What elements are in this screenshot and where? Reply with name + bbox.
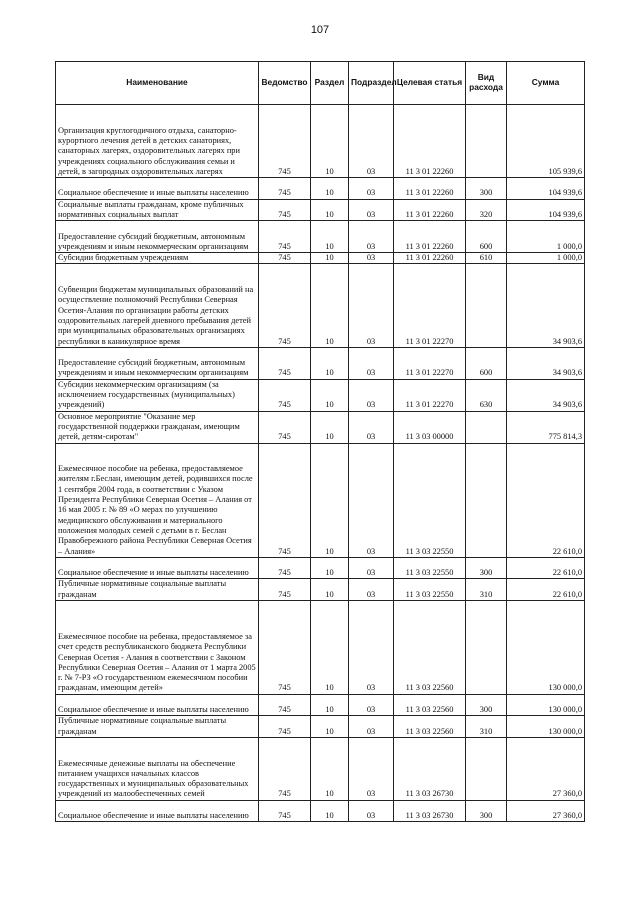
cell-section: 10 — [311, 379, 349, 411]
cell-section: 10 — [311, 347, 349, 379]
cell-name: Ежемесячное пособие на ребенка, предоставляемое за счет средств республиканского бюджета Республики Северная Осетия - Алания в соответствии с Законом Республики Северная Осетия – Алания от 1 марта 2005 г. № 7-РЗ «О государственном ежемесячном пособии гражданам, имеющим детей» — [56, 601, 259, 695]
cell-type: 600 — [466, 347, 507, 379]
page-number: 107 — [310, 24, 330, 36]
cell-name: Субвенции бюджетам муниципальных образований на осуществление полномочий Республики Северная Осетия-Алания по организации работы детских оздоровительных лагерей дневного пребывания детей при муниципальных образовательных организациях республики в каникулярное время — [56, 264, 259, 347]
cell-article: 11 3 03 26730 — [394, 800, 466, 822]
cell-amount: 34 903,6 — [507, 347, 585, 379]
cell-name: Ежемесячное пособие на ребенка, предоставляемое жителям г.Беслан, имеющим детей, родившихся после 1 сентября 2004 года, в соответствии с Указом Президента Республики Северная Осетия – Алания от 16 мая 2005 г. № 89 «О мерах по улучшению медицинского обслуживания и материального положения молодых семей с детьми в г. Беслан Правобережного района Республики Северная Осетия – Алания» — [56, 443, 259, 557]
cell-dept: 745 — [259, 601, 311, 695]
cell-name: Социальное обеспечение и иные выплаты населению — [56, 694, 259, 716]
cell-type — [466, 411, 507, 443]
cell-type: 300 — [466, 178, 507, 200]
table-row — [56, 737, 585, 800]
cell-subsection: 03 — [349, 411, 394, 443]
cell-name: Субсидии некоммерческим организациям (за исключением государственных (муниципальных) учреждений) — [56, 379, 259, 411]
cell-name: Социальное обеспечение и иные выплаты населению — [56, 557, 259, 579]
cell-amount: 105 939,6 — [507, 105, 585, 178]
cell-amount: 22 610,0 — [507, 579, 585, 601]
table-row — [56, 199, 585, 221]
cell-dept: 745 — [259, 443, 311, 557]
cell-amount: 775 814,3 — [507, 411, 585, 443]
cell-section: 10 — [311, 557, 349, 579]
cell-type: 320 — [466, 199, 507, 221]
cell-amount: 130 000,0 — [507, 694, 585, 716]
cell-amount: 1 000,0 — [507, 253, 585, 264]
cell-type: 300 — [466, 557, 507, 579]
header-article: Целевая статья — [394, 62, 466, 105]
cell-section: 10 — [311, 737, 349, 800]
cell-name: Социальное обеспечение и иные выплаты населению — [56, 800, 259, 822]
cell-name: Субсидии бюджетным учреждениям — [56, 253, 259, 264]
cell-article: 11 3 01 22270 — [394, 379, 466, 411]
cell-dept: 745 — [259, 264, 311, 347]
cell-section: 10 — [311, 601, 349, 695]
cell-dept: 745 — [259, 253, 311, 264]
cell-subsection: 03 — [349, 557, 394, 579]
cell-type: 300 — [466, 800, 507, 822]
cell-amount: 22 610,0 — [507, 443, 585, 557]
cell-article: 11 3 03 22550 — [394, 443, 466, 557]
cell-article: 11 3 03 22550 — [394, 557, 466, 579]
header-dept: Ведомство — [259, 62, 311, 105]
table-row — [56, 264, 585, 347]
cell-section: 10 — [311, 579, 349, 601]
cell-section: 10 — [311, 411, 349, 443]
header-subsection: Подраздел — [349, 62, 394, 105]
cell-dept: 745 — [259, 178, 311, 200]
cell-dept: 745 — [259, 347, 311, 379]
cell-type: 630 — [466, 379, 507, 411]
table-body — [56, 105, 585, 822]
cell-article: 11 3 03 00000 — [394, 411, 466, 443]
table-row — [56, 716, 585, 738]
cell-type — [466, 264, 507, 347]
cell-article: 11 3 03 22560 — [394, 694, 466, 716]
cell-amount: 130 000,0 — [507, 716, 585, 738]
cell-article: 11 3 03 26730 — [394, 737, 466, 800]
table-row — [56, 694, 585, 716]
cell-type: 300 — [466, 694, 507, 716]
cell-article: 11 3 01 22260 — [394, 105, 466, 178]
table-row — [56, 800, 585, 822]
cell-dept: 745 — [259, 737, 311, 800]
header-name: Наименование — [56, 62, 259, 105]
cell-dept: 745 — [259, 105, 311, 178]
cell-dept: 745 — [259, 579, 311, 601]
cell-article: 11 3 01 22270 — [394, 264, 466, 347]
header-type: Вид расхода — [466, 62, 507, 105]
cell-amount: 130 000,0 — [507, 601, 585, 695]
cell-amount: 34 903,6 — [507, 379, 585, 411]
cell-subsection: 03 — [349, 579, 394, 601]
cell-section: 10 — [311, 264, 349, 347]
table-row — [56, 557, 585, 579]
cell-article: 11 3 03 22560 — [394, 601, 466, 695]
cell-name: Публичные нормативные социальные выплаты гражданам — [56, 716, 259, 738]
cell-type — [466, 443, 507, 557]
cell-dept: 745 — [259, 379, 311, 411]
cell-type — [466, 105, 507, 178]
header-amount: Сумма — [507, 62, 585, 105]
table-row — [56, 105, 585, 178]
table-row — [56, 347, 585, 379]
table-row — [56, 379, 585, 411]
cell-article: 11 3 01 22260 — [394, 253, 466, 264]
cell-name: Основное мероприятие "Оказание мер государственной поддержки гражданам, имеющим детей, детям-сиротам" — [56, 411, 259, 443]
cell-subsection: 03 — [349, 716, 394, 738]
cell-dept: 745 — [259, 411, 311, 443]
cell-amount: 1 000,0 — [507, 221, 585, 253]
cell-subsection: 03 — [349, 379, 394, 411]
cell-name: Публичные нормативные социальные выплаты гражданам — [56, 579, 259, 601]
cell-amount: 27 360,0 — [507, 737, 585, 800]
table-row — [56, 601, 585, 695]
cell-amount: 34 903,6 — [507, 264, 585, 347]
cell-type: 610 — [466, 253, 507, 264]
cell-subsection: 03 — [349, 347, 394, 379]
cell-type: 310 — [466, 579, 507, 601]
cell-amount: 27 360,0 — [507, 800, 585, 822]
cell-article: 11 3 03 22560 — [394, 716, 466, 738]
cell-type: 600 — [466, 221, 507, 253]
cell-dept: 745 — [259, 800, 311, 822]
cell-section: 10 — [311, 800, 349, 822]
cell-amount: 104 939,6 — [507, 199, 585, 221]
cell-name: Социальные выплаты гражданам, кроме публичных нормативных социальных выплат — [56, 199, 259, 221]
cell-name: Ежемесячные денежные выплаты на обеспечение питанием учащихся начальных классов государственных и муниципальных образовательных учреждений из малообеспеченных семей — [56, 737, 259, 800]
table-row — [56, 178, 585, 200]
cell-subsection: 03 — [349, 264, 394, 347]
cell-amount: 22 610,0 — [507, 557, 585, 579]
cell-type: 310 — [466, 716, 507, 738]
cell-subsection: 03 — [349, 105, 394, 178]
header-section: Раздел — [311, 62, 349, 105]
cell-article: 11 3 03 22550 — [394, 579, 466, 601]
table-row — [56, 579, 585, 601]
cell-name: Организация круглогодичного отдыха, санаторно-курортного лечения детей в детских санаториях, санаторных лагерях, оздоровительных лагерях при учреждениях социального обслуживания семьи и детей, в загородных оздоровительных лагерях — [56, 105, 259, 178]
table-header-row — [56, 62, 585, 105]
cell-article: 11 3 01 22270 — [394, 347, 466, 379]
cell-section: 10 — [311, 178, 349, 200]
cell-section: 10 — [311, 199, 349, 221]
cell-section: 10 — [311, 716, 349, 738]
cell-name: Социальное обеспечение и иные выплаты населению — [56, 178, 259, 200]
cell-dept: 745 — [259, 199, 311, 221]
cell-article: 11 3 01 22260 — [394, 199, 466, 221]
cell-article: 11 3 01 22260 — [394, 178, 466, 200]
cell-section: 10 — [311, 443, 349, 557]
cell-subsection: 03 — [349, 601, 394, 695]
budget-table — [55, 61, 585, 822]
cell-dept: 745 — [259, 221, 311, 253]
cell-type — [466, 601, 507, 695]
cell-subsection: 03 — [349, 178, 394, 200]
cell-subsection: 03 — [349, 443, 394, 557]
cell-name: Предоставление субсидий бюджетным, автономным учреждениям и иным некоммерческим организациям — [56, 221, 259, 253]
cell-subsection: 03 — [349, 694, 394, 716]
table-row — [56, 443, 585, 557]
cell-subsection: 03 — [349, 737, 394, 800]
cell-subsection: 03 — [349, 800, 394, 822]
cell-subsection: 03 — [349, 199, 394, 221]
cell-section: 10 — [311, 221, 349, 253]
table-row — [56, 221, 585, 253]
cell-section: 10 — [311, 105, 349, 178]
cell-section: 10 — [311, 694, 349, 716]
cell-name: Предоставление субсидий бюджетным, автономным учреждениям и иным некоммерческим организациям — [56, 347, 259, 379]
cell-section: 10 — [311, 253, 349, 264]
cell-article: 11 3 01 22260 — [394, 221, 466, 253]
cell-type — [466, 737, 507, 800]
cell-dept: 745 — [259, 557, 311, 579]
table-row — [56, 411, 585, 443]
cell-subsection: 03 — [349, 221, 394, 253]
cell-subsection: 03 — [349, 253, 394, 264]
table-row — [56, 253, 585, 264]
cell-dept: 745 — [259, 716, 311, 738]
cell-dept: 745 — [259, 694, 311, 716]
cell-amount: 104 939,6 — [507, 178, 585, 200]
